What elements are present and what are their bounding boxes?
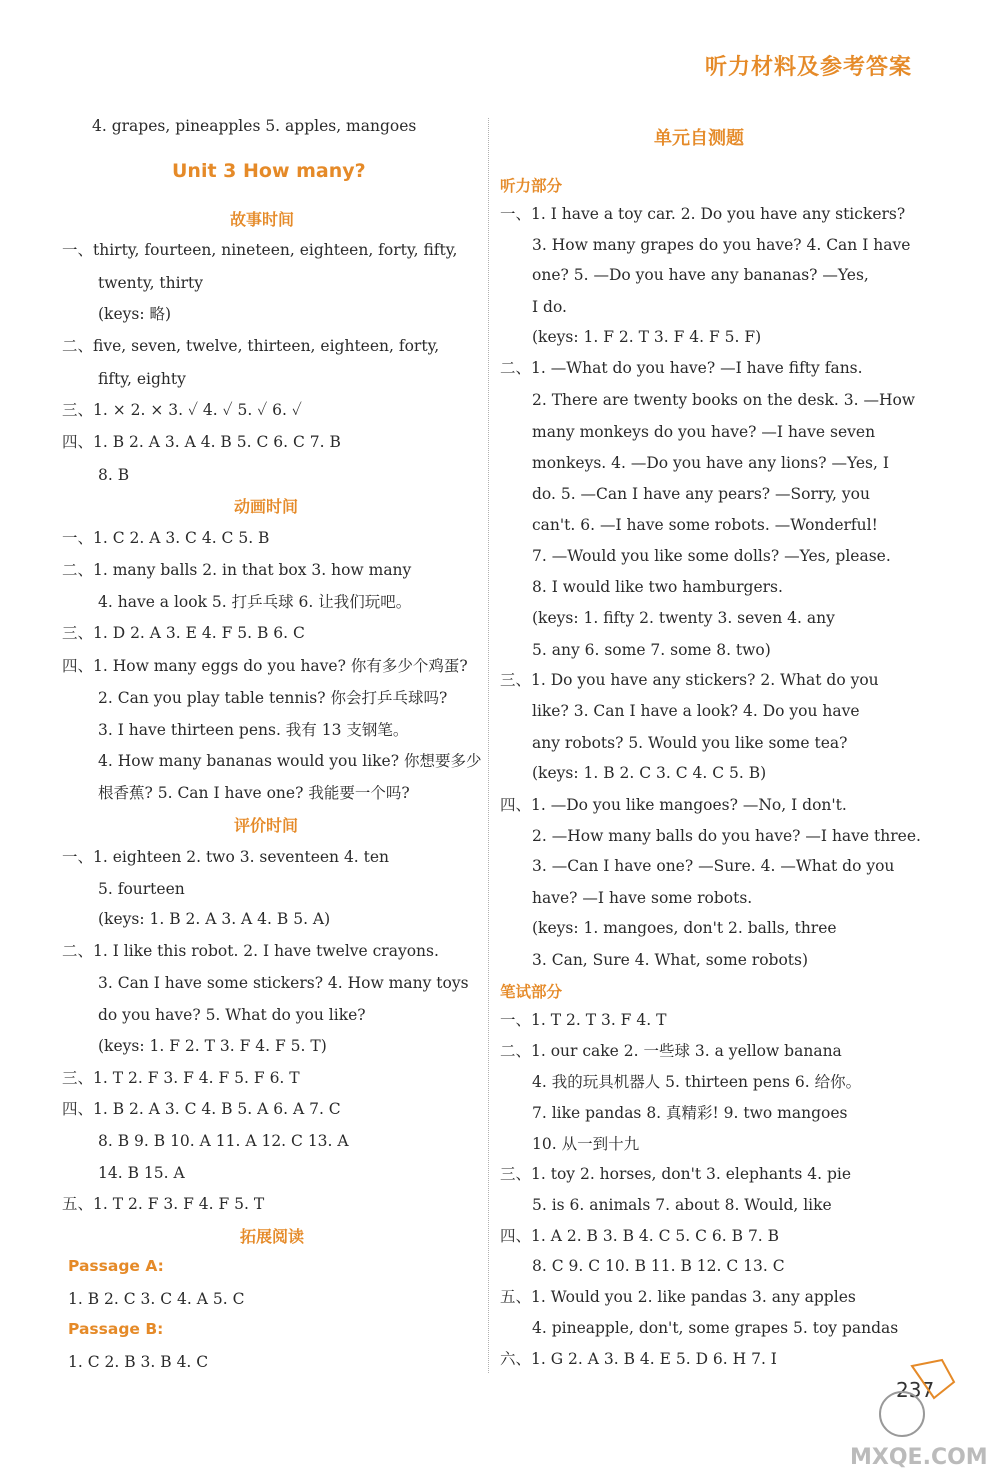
- watermark-logo-icon: [842, 1352, 992, 1476]
- text-line: 二、1. I like this robot. 2. I have twelve crayons.: [62, 942, 439, 960]
- text-line: (keys: 1. B 2. A 3. A 4. B 5. A): [98, 910, 331, 928]
- text-line: monkeys. 4. —Do you have any lions? —Yes, I: [532, 454, 889, 472]
- text-line: 2. —How many balls do you have? —I have three.: [532, 827, 921, 845]
- text-line: 4. 我的玩具机器人 5. thirteen pens 6. 给你。: [532, 1073, 862, 1091]
- text-line: 2. Can you play table tennis? 你会打乒乓球吗?: [98, 689, 448, 707]
- text-line: 四、1. B 2. A 3. A 4. B 5. C 6. C 7. B: [62, 433, 341, 451]
- text-line: 3. Can I have some stickers? 4. How many toys: [98, 974, 469, 992]
- text-line: 三、1. toy 2. horses, don't 3. elephants 4. pie: [500, 1165, 852, 1183]
- header-title: 听力材料及参考答案: [704, 55, 912, 80]
- text-line: 四、1. A 2. B 3. B 4. C 5. C 6. B 7. B: [500, 1227, 780, 1245]
- text-line: 四、1. —Do you like mangoes? —No, I don't.: [500, 796, 847, 814]
- text-line: have? —I have some robots.: [532, 889, 753, 907]
- text-line: like? 3. Can I have a look? 4. Do you have: [532, 702, 860, 720]
- text-line: 三、1. Do you have any stickers? 2. What do you: [500, 671, 879, 689]
- text-line: 1. B 2. C 3. C 4. A 5. C: [68, 1290, 245, 1308]
- text-line: 7. —Would you like some dolls? —Yes, please.: [532, 547, 891, 565]
- text-line: (keys: 1. B 2. C 3. C 4. C 5. B): [532, 764, 767, 782]
- text-line: 3. I have thirteen pens. 我有 13 支钢笔。: [98, 721, 409, 739]
- unit-test-title: 单元自测题: [654, 128, 744, 149]
- text-line: do. 5. —Can I have any pears? —Sorry, you: [532, 485, 870, 503]
- text-line: 3. Can, Sure 4. What, some robots): [532, 951, 809, 969]
- section-extended-reading: 拓展阅读: [240, 1227, 305, 1246]
- text-line: (keys: 1. fifty 2. twenty 3. seven 4. any: [532, 609, 835, 627]
- section-evaluation-time: 评价时间: [234, 816, 299, 835]
- unit-title: Unit 3 How many?: [172, 160, 366, 182]
- text-line: 7. like pandas 8. 真精彩! 9. two mangoes: [532, 1104, 848, 1122]
- section-animation-time: 动画时间: [234, 497, 299, 516]
- passage-b-label: Passage B:: [68, 1320, 164, 1338]
- text-line: 二、1. —What do you have? —I have fifty fans.: [500, 359, 863, 377]
- text-line: 六、1. G 2. A 3. B 4. E 5. D 6. H 7. I: [500, 1350, 777, 1368]
- text-line: 8. I would like two hamburgers.: [532, 578, 783, 596]
- text-line: 三、1. T 2. F 3. F 4. F 5. F 6. T: [62, 1069, 300, 1087]
- text-line: 五、1. Would you 2. like pandas 3. any apples: [500, 1288, 856, 1306]
- text-line: 8. B 9. B 10. A 11. A 12. C 13. A: [98, 1132, 349, 1150]
- text-line: I do.: [532, 298, 567, 316]
- text-line: 4. pineapple, don't, some grapes 5. toy pandas: [532, 1319, 899, 1337]
- written-section-label: 笔试部分: [500, 983, 563, 1001]
- passage-a-label: Passage A:: [68, 1257, 164, 1275]
- text-line: (keys: 1. F 2. T 3. F 4. F 5. T): [98, 1037, 327, 1055]
- text-line: 4. have a look 5. 打乒乓球 6. 让我们玩吧。: [98, 593, 412, 611]
- text-line: 5. any 6. some 7. some 8. two): [532, 641, 771, 659]
- text-line: 二、1. many balls 2. in that box 3. how many: [62, 561, 412, 579]
- text-line: 4. How many bananas would you like? 你想要多少: [98, 752, 482, 770]
- text-line: 3. —Can I have one? —Sure. 4. —What do you: [532, 857, 895, 875]
- text-line: 三、1. D 2. A 3. E 4. F 5. B 6. C: [62, 624, 305, 642]
- line-top: 4. grapes, pineapples 5. apples, mangoes: [92, 117, 417, 135]
- section-story-time: 故事时间: [230, 210, 295, 229]
- text-line: (keys: 1. mangoes, don't 2. balls, three: [532, 919, 837, 937]
- text-line: 一、1. C 2. A 3. C 4. C 5. B: [62, 529, 270, 547]
- text-line: do you have? 5. What do you like?: [98, 1006, 366, 1024]
- text-line: 一、thirty, fourteen, nineteen, eighteen, forty, fifty,: [62, 241, 458, 259]
- watermark-text: MXQE.COM: [850, 1445, 988, 1470]
- text-line: 10. 从一到十九: [532, 1135, 640, 1153]
- text-line: 14. B 15. A: [98, 1164, 185, 1182]
- text-line: 一、1. T 2. T 3. F 4. T: [500, 1011, 667, 1029]
- text-line: 8. B: [98, 466, 130, 484]
- text-line: 5. is 6. animals 7. about 8. Would, like: [532, 1196, 832, 1214]
- text-line: 根香蕉? 5. Can I have one? 我能要一个吗?: [98, 784, 410, 802]
- text-line: 一、1. eighteen 2. two 3. seventeen 4. ten: [62, 848, 390, 866]
- text-line: 1. C 2. B 3. B 4. C: [68, 1353, 209, 1371]
- text-line: one? 5. —Do you have any bananas? —Yes,: [532, 266, 869, 284]
- text-line: 四、1. How many eggs do you have? 你有多少个鸡蛋?: [62, 657, 468, 675]
- text-line: many monkeys do you have? —I have seven: [532, 423, 876, 441]
- column-divider: [488, 118, 489, 1373]
- text-line: twenty, thirty: [98, 274, 203, 292]
- text-line: 8. C 9. C 10. B 11. B 12. C 13. C: [532, 1257, 785, 1275]
- text-line: fifty, eighty: [98, 370, 186, 388]
- text-line: 一、1. I have a toy car. 2. Do you have any stickers?: [500, 205, 906, 223]
- text-line: 五、1. T 2. F 3. F 4. F 5. T: [62, 1195, 265, 1213]
- text-line: 3. How many grapes do you have? 4. Can I have: [532, 236, 911, 254]
- text-line: 四、1. B 2. A 3. C 4. B 5. A 6. A 7. C: [62, 1100, 341, 1118]
- text-line: 二、1. our cake 2. 一些球 3. a yellow banana: [500, 1042, 842, 1060]
- text-line: (keys: 1. F 2. T 3. F 4. F 5. F): [532, 328, 762, 346]
- text-line: any robots? 5. Would you like some tea?: [532, 734, 848, 752]
- text-line: 2. There are twenty books on the desk. 3. —How: [532, 391, 916, 409]
- text-line: 5. fourteen: [98, 880, 185, 898]
- text-line: (keys: 略): [98, 305, 172, 323]
- text-line: 二、five, seven, twelve, thirteen, eighteen, forty,: [62, 337, 440, 355]
- page-number: 237: [896, 1378, 935, 1402]
- text-line: 三、1. × 2. × 3. ✓ 4. ✓ 5. ✓ 6. ✓: [62, 401, 302, 419]
- text-line: can't. 6. —I have some robots. —Wonderful!: [532, 516, 878, 534]
- listening-section-label: 听力部分: [500, 177, 563, 195]
